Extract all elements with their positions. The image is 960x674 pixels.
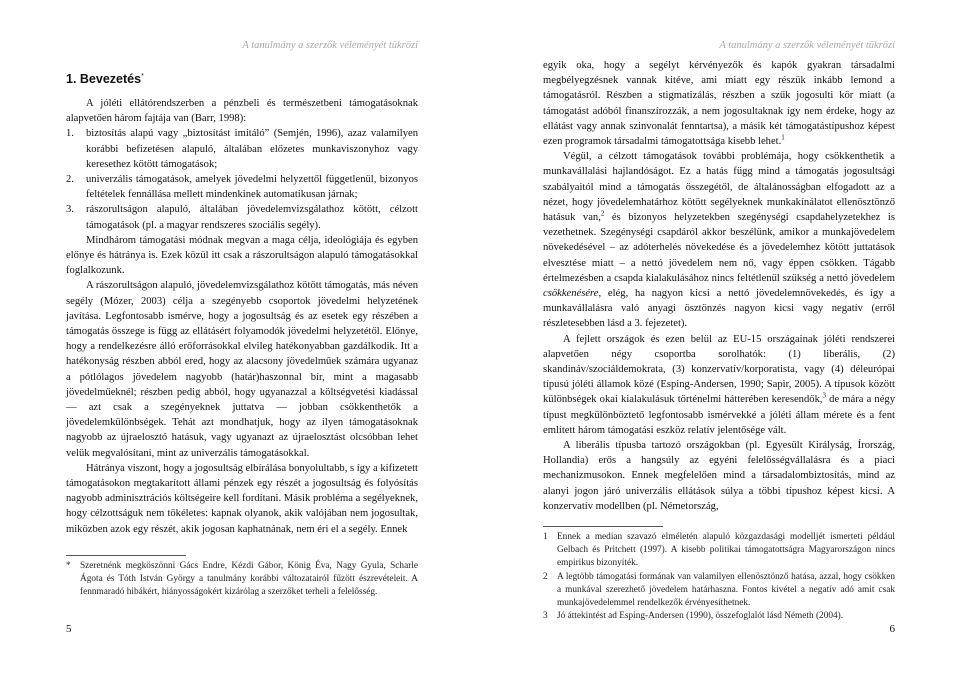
paragraph: A liberális típusba tartozó országokban (pl. Egyesült Királyság, Írország, Hollandia) erős a hangsúly az egyéni felelősségvállalásra és a piaci mechanizmusokon. Ennek megfelelően mind a társadalombiztosítás, mind az alanyi jogon járó univerzális ellátások súlya a többi típushoz képest kicsi. A konzervatív modellben (pl. Németország, xyxy=(543,440,895,512)
list-text: biztosítás alapú vagy „biztosítást imitáló” (Semjén, 1996), azaz valamilyen korábbi befizetésen alapuló, általában előzetes munkaviszonyhoz vagy keresethez kötött támogatások; xyxy=(86,128,418,170)
paragraph xyxy=(543,149,895,331)
right-page xyxy=(543,0,895,674)
paragraph-text: de mára a négy típust megkülönböztető legfontosabb ismérvekké a jóléti állam mérete és a fent említett három támogatási eszköz relatív jelentősége vált. xyxy=(543,394,895,436)
footnote-divider xyxy=(543,526,663,527)
footnotes xyxy=(66,560,418,600)
footnote-number: * xyxy=(66,561,71,571)
footnote-text: A legtöbb támogatási formának van valamilyen ellenösztönző hatása, azzal, hogy csökken a munkával szerezhető jövedelem határhaszna. Fontos kivétel a negatív adó amit csak munkajövedelemmel rendelkezők érvényesíthetnek. xyxy=(557,571,895,609)
left-body-text xyxy=(66,96,418,537)
paragraph: Mindhárom támogatási módnak megvan a maga célja, ideológiája és egyben előnye és hátránya is. Ezek közül itt csak a rászorultságon alapuló támogatásokkal foglalkozunk. xyxy=(66,234,418,277)
footnote-ref[interactable]: 3 xyxy=(822,391,827,400)
list-number: 3. xyxy=(66,204,74,216)
support-types-list xyxy=(66,126,418,232)
list-item xyxy=(66,172,418,202)
running-head: A tanulmány a szerzők véleményét tükrözi xyxy=(719,40,895,51)
paragraph-text: és bizonyos helyzetekben szegénységi csapdahelyzetekhez is vezethetnek. Szegénységi csapdáról akkor beszélünk, amikor a munkajövedelem növekedésével – az adóterhelés növekedése és a jövedelemhez kötött juttatások elvesztése miatt – a nettó jövedelem nem nő, vagy éppen csökken. Tágabb értelmezésben a csapda kialakulásához nincs feltétlenül szükség a nettó jövedelem xyxy=(543,212,895,284)
left-page xyxy=(66,0,418,674)
footnotes xyxy=(543,531,895,623)
heading-text: 1. Bevezetés xyxy=(66,72,142,86)
heading-footnote-mark[interactable]: * xyxy=(141,72,144,80)
section-heading xyxy=(66,72,144,86)
paragraph xyxy=(543,58,895,149)
footnote-divider xyxy=(66,555,186,556)
page-number: 5 xyxy=(66,623,72,635)
footnote-number: 2 xyxy=(543,571,548,582)
emphasis-text: csökkenésére xyxy=(543,288,599,300)
page-number: 6 xyxy=(889,623,895,635)
paragraph-text: , elég, ha nagyon kicsi a nettó jövedelemnövekedés, és így a munkavállalásra való anyagi ösztönzés nagyon kicsi vagy negatív (erről részletesebben lásd a 3. fejezetet). xyxy=(543,288,895,330)
list-item xyxy=(66,202,418,232)
footnote-text: Jó áttekintést ad Esping-Andersen (1990), összefoglalót lásd Németh (2004). xyxy=(557,611,844,622)
footnote-ref[interactable]: 1 xyxy=(781,133,785,142)
footnote xyxy=(543,610,895,623)
footnote-text: Ennek a median szavazó elméletén alapuló közgazdasági modelljét ismerteti például Gelbach és Pritchett (1997). A kisebb politikai támogatottságra Magyarországon nincs empirikus bizonyíték. xyxy=(557,532,895,569)
paragraph: A rászorultságon alapuló, jövedelemvizsgálathoz kötött támogatás, más néven segély (Mózer, 2003) célja a szegényebb csoportok jövedelmi helyzetének javítása. Legfontosabb ismérve, hogy a jogosultság és az esetek egy részében a támogatás összege is függ az ellátásért folyamodók jövedelmi helyzetétől. Előnye, hogy a rendelkezésre álló erőforrásokkal elvileg hatékonyabban gazdálkodik. Itt a hatékonyság részben abból ered, hogy az alacsony jövedelműek számára ugyanaz a pótlólagos jövedelem nagyobb (határ)haszonnal bír, mint a magasabb jövedelműeknél; részben pedig abból, hogy ugyanazzal a költségvetési kiadással — azt csak a szegényeknek juttatva — jobban csökkenthetők a jövedelemkülönbségek. Tehát azt mondhatjuk, hogy az ilyen támogatásoknak nagyobb az újraelosztó hatásuk, vagy ugyanazt az újraelosztást olcsóbban lehet velük megvalósítani, mint az univerzális támogatásokkal. xyxy=(66,280,418,459)
paragraph xyxy=(543,332,895,438)
paragraph-text: Végül, a célzott támogatások további problémája, hogy csökkenthetik a munkavállalási hajlandóságot. Ez a hatás függ mind a támogatás jogosultsági szabályaitól mind a támogatás összegétől, de általánosságban elfogadott az a nézet, hogy jövedelemhatárhoz kötött segélyeknek munkakínálatot ellenösztönző hatásuk van, xyxy=(543,151,895,224)
footnote xyxy=(543,531,895,571)
intro-paragraph: A jóléti ellátórendszerben a pénzbeli és természetbeni támogatásoknak alapvetően három fajtája van (Barr, 1998): xyxy=(66,98,418,125)
list-number: 1. xyxy=(66,128,74,140)
paragraph-text: egyik oka, hogy a segélyt kérvényezők és kapók gyakran társadalmi megbélyegzésnek vannak kitéve, ami miatt egy részük inkább lemond a támogatásról. Részben a stigmatizálás, részben a szűk jogosulti kör miatt (a támogatást adóból finanszírozzák, a nem jogosultaknak így nem érdeke, hogy az ellátást vagy annak szinvonalát fenntartsa), a másik két támogatástípushoz képest ezen programok társadalmi támogatottsága kisebb lehet. xyxy=(543,60,895,148)
right-body-text xyxy=(543,58,895,514)
paragraph-text: A fejlett országok és ezen belül az EU-15 országainak jóléti rendszerei alapvetően négy csoportba sorolhatók: (1) liberális, (2) skandináv/szociáldemokrata, (3) konzervatív/korporatista, vagy (4) déleurópai típusú jóléti államok közé (Esping-Andersen, 1990; Sapir, 2005). A típusok között különbségek okai kialakulásuk történelmi hátterében keresendők, xyxy=(543,333,895,406)
list-number: 2. xyxy=(66,174,74,186)
list-text: univerzális támogatások, amelyek jövedelmi helyzettől függetlenül, bizonyos feltételek fennállása mellett mindenkinek automatikusan járnak; xyxy=(86,174,418,201)
running-head: A tanulmány a szerzők véleményét tükrözi xyxy=(242,40,418,51)
footnote xyxy=(543,571,895,611)
footnote xyxy=(66,560,418,600)
paragraph: Hátránya viszont, hogy a jogosultság elbírálása bonyolultabb, s így a kifizetett támogatásokon megtakarított állami pénzek egy részét a jogosultság és folyósítás nagyobb adminisztrációs költségeire kell fordítani. Másik probléma a segélyeknek, hogy célzottságuk nem tökéletes: kapnak olyanok, akik valójában nem jogosultak, miközben azok egy részét, akik jogosan kaphatnának, nem éri el a segély. Ennek xyxy=(66,462,418,535)
footnote-number: 3 xyxy=(543,611,548,622)
footnote-ref[interactable]: 2 xyxy=(600,209,605,218)
footnote-number: 1 xyxy=(543,532,548,542)
footnote-text: Szeretnénk megköszönni Gács Endre, Kézdi Gábor, König Éva, Nagy Gyula, Scharle Ágota és Tóth István György a tanulmány korábbi változatairól fűzött észrevételeit. A fennmaradó hibákért, hiányosságokért kizárólag a szerzőket terheli a felelősség. xyxy=(80,561,418,598)
list-item xyxy=(66,126,418,172)
list-text: rászorultságon alapuló, általában jövedelemvizsgálathoz kötött, célzott támogatások (pl. a magyar rendszeres szociális segély). xyxy=(86,204,418,231)
